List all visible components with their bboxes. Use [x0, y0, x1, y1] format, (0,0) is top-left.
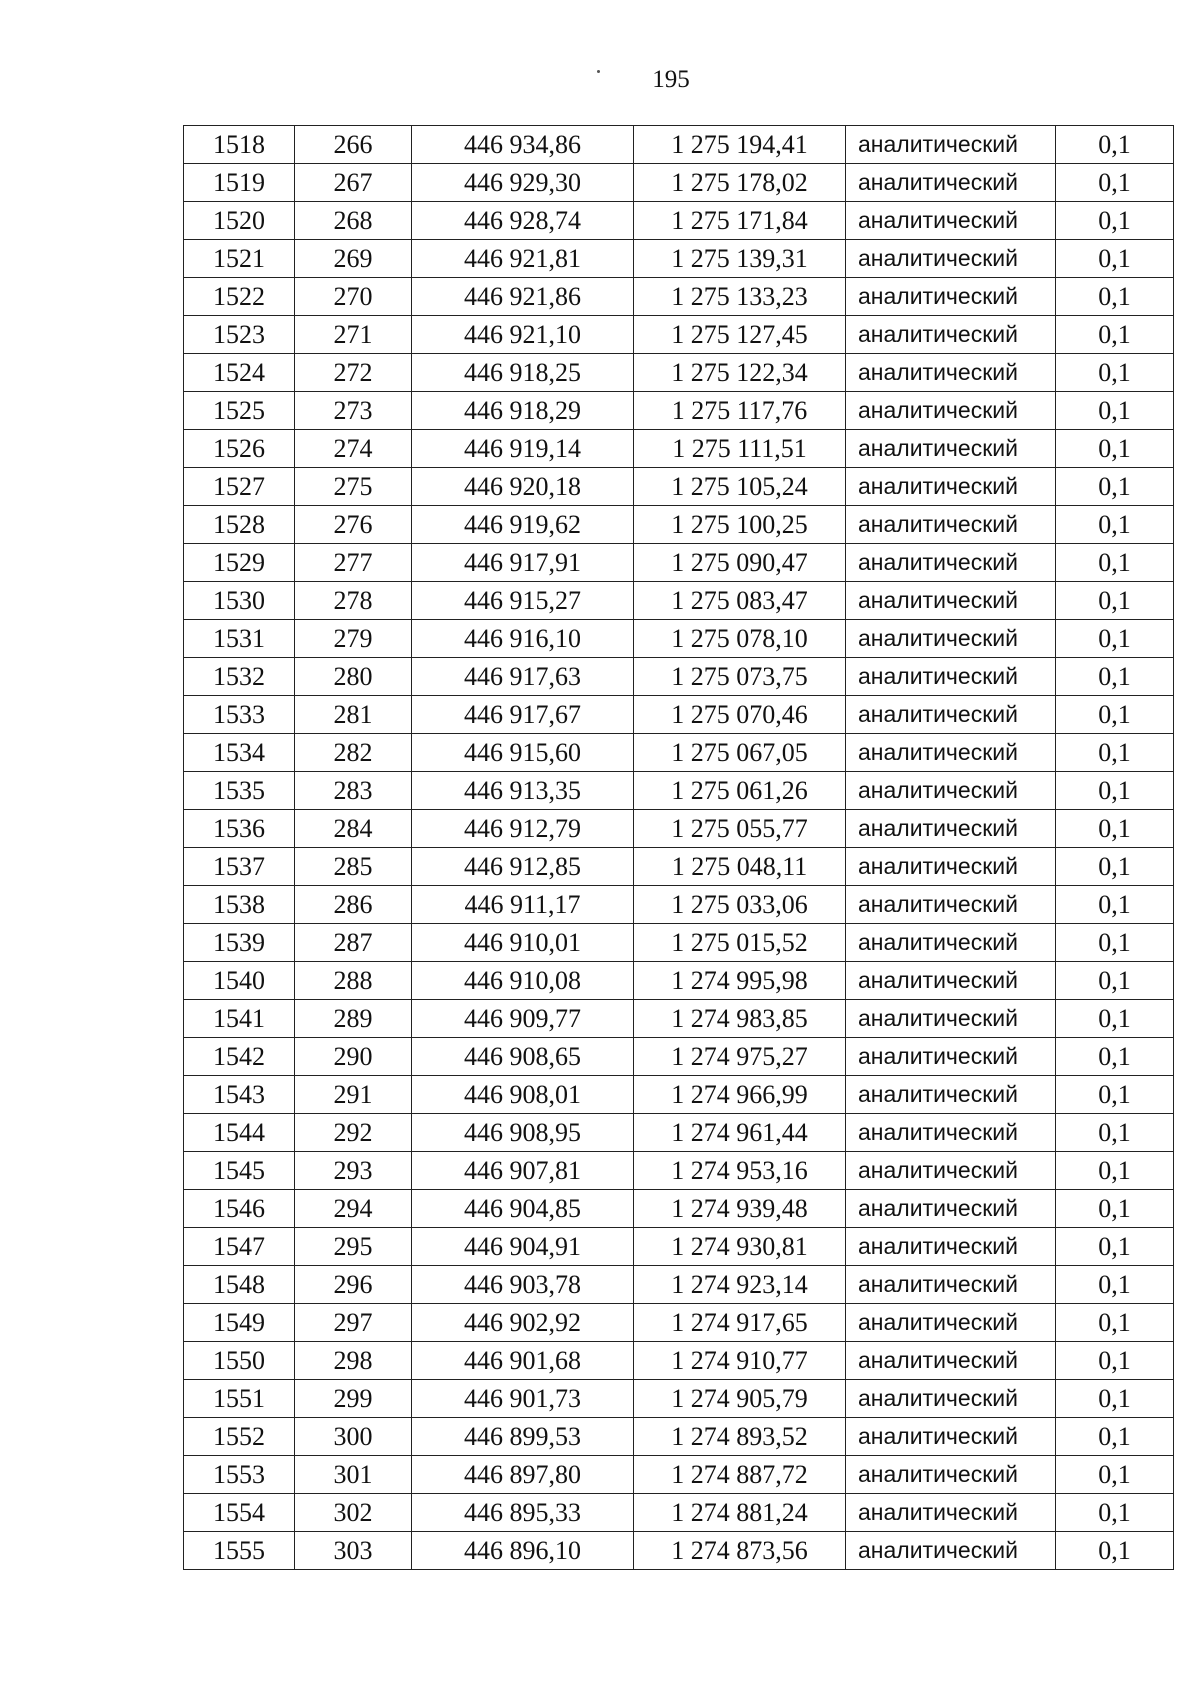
- cell-row-number: 1542: [184, 1038, 295, 1076]
- cell-method: аналитический: [846, 696, 1056, 734]
- table-row: [184, 202, 1174, 240]
- cell-accuracy: 0,1: [1056, 924, 1174, 962]
- cell-y-coordinate: 1 275 067,05: [634, 734, 846, 772]
- cell-method: аналитический: [846, 392, 1056, 430]
- cell-point-number: 282: [295, 734, 412, 772]
- table-row: [184, 468, 1174, 506]
- cell-point-number: 278: [295, 582, 412, 620]
- cell-method: аналитический: [846, 278, 1056, 316]
- cell-method: аналитический: [846, 848, 1056, 886]
- cell-x-coordinate: 446 907,81: [412, 1152, 634, 1190]
- table-row: [184, 1190, 1174, 1228]
- cell-y-coordinate: 1 274 887,72: [634, 1456, 846, 1494]
- cell-y-coordinate: 1 274 917,65: [634, 1304, 846, 1342]
- cell-accuracy: 0,1: [1056, 620, 1174, 658]
- cell-row-number: 1519: [184, 164, 295, 202]
- cell-y-coordinate: 1 275 083,47: [634, 582, 846, 620]
- table-row: [184, 1076, 1174, 1114]
- cell-x-coordinate: 446 915,27: [412, 582, 634, 620]
- cell-method: аналитический: [846, 430, 1056, 468]
- cell-accuracy: 0,1: [1056, 316, 1174, 354]
- cell-method: аналитический: [846, 1190, 1056, 1228]
- cell-x-coordinate: 446 895,33: [412, 1494, 634, 1532]
- cell-row-number: 1535: [184, 772, 295, 810]
- cell-accuracy: 0,1: [1056, 430, 1174, 468]
- cell-y-coordinate: 1 274 905,79: [634, 1380, 846, 1418]
- cell-method: аналитический: [846, 1266, 1056, 1304]
- cell-row-number: 1545: [184, 1152, 295, 1190]
- cell-row-number: 1522: [184, 278, 295, 316]
- cell-point-number: 275: [295, 468, 412, 506]
- cell-row-number: 1520: [184, 202, 295, 240]
- cell-accuracy: 0,1: [1056, 962, 1174, 1000]
- cell-x-coordinate: 446 901,68: [412, 1342, 634, 1380]
- cell-point-number: 285: [295, 848, 412, 886]
- cell-x-coordinate: 446 903,78: [412, 1266, 634, 1304]
- cell-point-number: 271: [295, 316, 412, 354]
- cell-x-coordinate: 446 911,17: [412, 886, 634, 924]
- cell-x-coordinate: 446 910,08: [412, 962, 634, 1000]
- cell-accuracy: 0,1: [1056, 1380, 1174, 1418]
- cell-row-number: 1540: [184, 962, 295, 1000]
- cell-method: аналитический: [846, 1076, 1056, 1114]
- cell-accuracy: 0,1: [1056, 354, 1174, 392]
- cell-accuracy: 0,1: [1056, 886, 1174, 924]
- cell-method: аналитический: [846, 1304, 1056, 1342]
- cell-row-number: 1543: [184, 1076, 295, 1114]
- cell-accuracy: 0,1: [1056, 1494, 1174, 1532]
- cell-x-coordinate: 446 929,30: [412, 164, 634, 202]
- cell-point-number: 269: [295, 240, 412, 278]
- table-row: [184, 582, 1174, 620]
- cell-y-coordinate: 1 274 975,27: [634, 1038, 846, 1076]
- cell-point-number: 291: [295, 1076, 412, 1114]
- cell-x-coordinate: 446 921,86: [412, 278, 634, 316]
- cell-point-number: 292: [295, 1114, 412, 1152]
- table-row: [184, 544, 1174, 582]
- cell-row-number: 1533: [184, 696, 295, 734]
- cell-accuracy: 0,1: [1056, 734, 1174, 772]
- cell-x-coordinate: 446 908,01: [412, 1076, 634, 1114]
- cell-method: аналитический: [846, 1228, 1056, 1266]
- cell-y-coordinate: 1 275 127,45: [634, 316, 846, 354]
- cell-accuracy: 0,1: [1056, 658, 1174, 696]
- table-row: [184, 1532, 1174, 1570]
- cell-x-coordinate: 446 912,85: [412, 848, 634, 886]
- cell-x-coordinate: 446 908,95: [412, 1114, 634, 1152]
- cell-row-number: 1527: [184, 468, 295, 506]
- cell-x-coordinate: 446 919,14: [412, 430, 634, 468]
- table-row: [184, 772, 1174, 810]
- cell-method: аналитический: [846, 316, 1056, 354]
- table-row: [184, 620, 1174, 658]
- cell-point-number: 301: [295, 1456, 412, 1494]
- cell-row-number: 1529: [184, 544, 295, 582]
- table-row: [184, 354, 1174, 392]
- coordinates-table-body: [184, 126, 1174, 1570]
- cell-accuracy: 0,1: [1056, 1076, 1174, 1114]
- cell-method: аналитический: [846, 924, 1056, 962]
- cell-accuracy: 0,1: [1056, 468, 1174, 506]
- cell-row-number: 1518: [184, 126, 295, 164]
- table-row: [184, 1418, 1174, 1456]
- cell-y-coordinate: 1 275 117,76: [634, 392, 846, 430]
- cell-point-number: 283: [295, 772, 412, 810]
- cell-accuracy: 0,1: [1056, 696, 1174, 734]
- cell-x-coordinate: 446 908,65: [412, 1038, 634, 1076]
- cell-accuracy: 0,1: [1056, 1266, 1174, 1304]
- cell-point-number: 297: [295, 1304, 412, 1342]
- cell-method: аналитический: [846, 202, 1056, 240]
- cell-row-number: 1534: [184, 734, 295, 772]
- cell-x-coordinate: 446 902,92: [412, 1304, 634, 1342]
- cell-point-number: 295: [295, 1228, 412, 1266]
- cell-point-number: 280: [295, 658, 412, 696]
- cell-row-number: 1539: [184, 924, 295, 962]
- cell-method: аналитический: [846, 506, 1056, 544]
- cell-y-coordinate: 1 275 090,47: [634, 544, 846, 582]
- cell-point-number: 273: [295, 392, 412, 430]
- cell-y-coordinate: 1 275 171,84: [634, 202, 846, 240]
- cell-row-number: 1530: [184, 582, 295, 620]
- cell-x-coordinate: 446 915,60: [412, 734, 634, 772]
- cell-point-number: 284: [295, 810, 412, 848]
- cell-x-coordinate: 446 921,81: [412, 240, 634, 278]
- cell-row-number: 1524: [184, 354, 295, 392]
- cell-x-coordinate: 446 920,18: [412, 468, 634, 506]
- cell-x-coordinate: 446 918,25: [412, 354, 634, 392]
- table-row: [184, 1380, 1174, 1418]
- cell-y-coordinate: 1 275 015,52: [634, 924, 846, 962]
- cell-accuracy: 0,1: [1056, 1152, 1174, 1190]
- cell-accuracy: 0,1: [1056, 1228, 1174, 1266]
- cell-accuracy: 0,1: [1056, 202, 1174, 240]
- cell-accuracy: 0,1: [1056, 582, 1174, 620]
- cell-y-coordinate: 1 275 055,77: [634, 810, 846, 848]
- table-row: [184, 1152, 1174, 1190]
- cell-x-coordinate: 446 896,10: [412, 1532, 634, 1570]
- cell-point-number: 303: [295, 1532, 412, 1570]
- cell-method: аналитический: [846, 240, 1056, 278]
- cell-y-coordinate: 1 274 910,77: [634, 1342, 846, 1380]
- cell-y-coordinate: 1 275 070,46: [634, 696, 846, 734]
- cell-y-coordinate: 1 275 194,41: [634, 126, 846, 164]
- cell-y-coordinate: 1 274 961,44: [634, 1114, 846, 1152]
- table-row: [184, 392, 1174, 430]
- cell-accuracy: 0,1: [1056, 1000, 1174, 1038]
- cell-y-coordinate: 1 274 873,56: [634, 1532, 846, 1570]
- cell-point-number: 270: [295, 278, 412, 316]
- cell-y-coordinate: 1 274 939,48: [634, 1190, 846, 1228]
- table-row: [184, 1456, 1174, 1494]
- cell-x-coordinate: 446 928,74: [412, 202, 634, 240]
- cell-x-coordinate: 446 904,91: [412, 1228, 634, 1266]
- cell-row-number: 1553: [184, 1456, 295, 1494]
- cell-x-coordinate: 446 917,67: [412, 696, 634, 734]
- cell-point-number: 294: [295, 1190, 412, 1228]
- cell-accuracy: 0,1: [1056, 1532, 1174, 1570]
- cell-point-number: 268: [295, 202, 412, 240]
- cell-x-coordinate: 446 919,62: [412, 506, 634, 544]
- cell-accuracy: 0,1: [1056, 1342, 1174, 1380]
- cell-row-number: 1550: [184, 1342, 295, 1380]
- cell-accuracy: 0,1: [1056, 772, 1174, 810]
- cell-method: аналитический: [846, 354, 1056, 392]
- cell-method: аналитический: [846, 962, 1056, 1000]
- table-row: [184, 1114, 1174, 1152]
- cell-x-coordinate: 446 913,35: [412, 772, 634, 810]
- cell-accuracy: 0,1: [1056, 392, 1174, 430]
- cell-point-number: 267: [295, 164, 412, 202]
- cell-point-number: 274: [295, 430, 412, 468]
- cell-row-number: 1528: [184, 506, 295, 544]
- cell-x-coordinate: 446 909,77: [412, 1000, 634, 1038]
- cell-x-coordinate: 446 934,86: [412, 126, 634, 164]
- cell-row-number: 1521: [184, 240, 295, 278]
- cell-x-coordinate: 446 916,10: [412, 620, 634, 658]
- cell-method: аналитический: [846, 1380, 1056, 1418]
- cell-y-coordinate: 1 275 061,26: [634, 772, 846, 810]
- cell-y-coordinate: 1 275 078,10: [634, 620, 846, 658]
- cell-point-number: 277: [295, 544, 412, 582]
- cell-y-coordinate: 1 275 048,11: [634, 848, 846, 886]
- cell-row-number: 1537: [184, 848, 295, 886]
- cell-accuracy: 0,1: [1056, 544, 1174, 582]
- cell-method: аналитический: [846, 1418, 1056, 1456]
- cell-point-number: 290: [295, 1038, 412, 1076]
- cell-method: аналитический: [846, 468, 1056, 506]
- cell-row-number: 1546: [184, 1190, 295, 1228]
- cell-method: аналитический: [846, 1342, 1056, 1380]
- cell-method: аналитический: [846, 1152, 1056, 1190]
- cell-row-number: 1532: [184, 658, 295, 696]
- cell-point-number: 287: [295, 924, 412, 962]
- cell-x-coordinate: 446 904,85: [412, 1190, 634, 1228]
- table-row: [184, 506, 1174, 544]
- cell-x-coordinate: 446 899,53: [412, 1418, 634, 1456]
- cell-y-coordinate: 1 275 178,02: [634, 164, 846, 202]
- cell-point-number: 279: [295, 620, 412, 658]
- cell-method: аналитический: [846, 772, 1056, 810]
- cell-row-number: 1536: [184, 810, 295, 848]
- cell-method: аналитический: [846, 582, 1056, 620]
- cell-x-coordinate: 446 912,79: [412, 810, 634, 848]
- cell-point-number: 298: [295, 1342, 412, 1380]
- cell-method: аналитический: [846, 658, 1056, 696]
- table-row: [184, 1266, 1174, 1304]
- table-row: [184, 164, 1174, 202]
- cell-row-number: 1548: [184, 1266, 295, 1304]
- cell-point-number: 293: [295, 1152, 412, 1190]
- cell-row-number: 1551: [184, 1380, 295, 1418]
- cell-method: аналитический: [846, 1456, 1056, 1494]
- cell-y-coordinate: 1 274 923,14: [634, 1266, 846, 1304]
- cell-x-coordinate: 446 918,29: [412, 392, 634, 430]
- cell-row-number: 1549: [184, 1304, 295, 1342]
- table-row: [184, 316, 1174, 354]
- cell-y-coordinate: 1 274 930,81: [634, 1228, 846, 1266]
- cell-y-coordinate: 1 275 105,24: [634, 468, 846, 506]
- cell-point-number: 266: [295, 126, 412, 164]
- cell-point-number: 272: [295, 354, 412, 392]
- cell-x-coordinate: 446 897,80: [412, 1456, 634, 1494]
- cell-point-number: 288: [295, 962, 412, 1000]
- cell-accuracy: 0,1: [1056, 1304, 1174, 1342]
- cell-y-coordinate: 1 275 133,23: [634, 278, 846, 316]
- cell-accuracy: 0,1: [1056, 1190, 1174, 1228]
- cell-method: аналитический: [846, 544, 1056, 582]
- table-row: [184, 886, 1174, 924]
- cell-row-number: 1523: [184, 316, 295, 354]
- table-row: [184, 1228, 1174, 1266]
- cell-accuracy: 0,1: [1056, 164, 1174, 202]
- cell-x-coordinate: 446 910,01: [412, 924, 634, 962]
- cell-method: аналитический: [846, 1038, 1056, 1076]
- table-row: [184, 810, 1174, 848]
- cell-point-number: 299: [295, 1380, 412, 1418]
- cell-method: аналитический: [846, 734, 1056, 772]
- table-row: [184, 430, 1174, 468]
- cell-accuracy: 0,1: [1056, 278, 1174, 316]
- cell-point-number: 289: [295, 1000, 412, 1038]
- table-row: [184, 1304, 1174, 1342]
- cell-method: аналитический: [846, 886, 1056, 924]
- cell-point-number: 302: [295, 1494, 412, 1532]
- cell-row-number: 1538: [184, 886, 295, 924]
- cell-y-coordinate: 1 274 893,52: [634, 1418, 846, 1456]
- cell-accuracy: 0,1: [1056, 1038, 1174, 1076]
- cell-accuracy: 0,1: [1056, 240, 1174, 278]
- cell-y-coordinate: 1 274 953,16: [634, 1152, 846, 1190]
- cell-method: аналитический: [846, 164, 1056, 202]
- cell-method: аналитический: [846, 810, 1056, 848]
- coordinates-table: [183, 125, 1174, 1570]
- cell-y-coordinate: 1 274 983,85: [634, 1000, 846, 1038]
- cell-point-number: 276: [295, 506, 412, 544]
- table-row: [184, 658, 1174, 696]
- cell-row-number: 1547: [184, 1228, 295, 1266]
- cell-y-coordinate: 1 274 881,24: [634, 1494, 846, 1532]
- cell-accuracy: 0,1: [1056, 810, 1174, 848]
- cell-y-coordinate: 1 275 111,51: [634, 430, 846, 468]
- table-row: [184, 126, 1174, 164]
- cell-row-number: 1554: [184, 1494, 295, 1532]
- cell-row-number: 1531: [184, 620, 295, 658]
- cell-accuracy: 0,1: [1056, 1418, 1174, 1456]
- cell-y-coordinate: 1 275 033,06: [634, 886, 846, 924]
- table-row: [184, 1494, 1174, 1532]
- cell-accuracy: 0,1: [1056, 848, 1174, 886]
- table-row: [184, 240, 1174, 278]
- cell-accuracy: 0,1: [1056, 1114, 1174, 1152]
- cell-method: аналитический: [846, 620, 1056, 658]
- cell-row-number: 1541: [184, 1000, 295, 1038]
- cell-method: аналитический: [846, 1494, 1056, 1532]
- cell-method: аналитический: [846, 126, 1056, 164]
- table-row: [184, 1342, 1174, 1380]
- cell-x-coordinate: 446 917,91: [412, 544, 634, 582]
- cell-accuracy: 0,1: [1056, 506, 1174, 544]
- table-row: [184, 924, 1174, 962]
- table-row: [184, 962, 1174, 1000]
- cell-y-coordinate: 1 274 995,98: [634, 962, 846, 1000]
- cell-method: аналитический: [846, 1000, 1056, 1038]
- cell-accuracy: 0,1: [1056, 1456, 1174, 1494]
- cell-y-coordinate: 1 275 122,34: [634, 354, 846, 392]
- cell-accuracy: 0,1: [1056, 126, 1174, 164]
- cell-y-coordinate: 1 275 073,75: [634, 658, 846, 696]
- page-number: 195: [652, 66, 690, 93]
- cell-row-number: 1525: [184, 392, 295, 430]
- cell-y-coordinate: 1 274 966,99: [634, 1076, 846, 1114]
- cell-point-number: 286: [295, 886, 412, 924]
- cell-method: аналитический: [846, 1532, 1056, 1570]
- table-row: [184, 278, 1174, 316]
- cell-point-number: 281: [295, 696, 412, 734]
- table-row: [184, 848, 1174, 886]
- cell-x-coordinate: 446 901,73: [412, 1380, 634, 1418]
- cell-row-number: 1526: [184, 430, 295, 468]
- cell-y-coordinate: 1 275 139,31: [634, 240, 846, 278]
- table-row: [184, 1038, 1174, 1076]
- cell-method: аналитический: [846, 1114, 1056, 1152]
- cell-y-coordinate: 1 275 100,25: [634, 506, 846, 544]
- cell-row-number: 1544: [184, 1114, 295, 1152]
- cell-x-coordinate: 446 921,10: [412, 316, 634, 354]
- cell-point-number: 300: [295, 1418, 412, 1456]
- cell-x-coordinate: 446 917,63: [412, 658, 634, 696]
- cell-row-number: 1552: [184, 1418, 295, 1456]
- table-row: [184, 1000, 1174, 1038]
- table-row: [184, 696, 1174, 734]
- cell-row-number: 1555: [184, 1532, 295, 1570]
- table-row: [184, 734, 1174, 772]
- cell-point-number: 296: [295, 1266, 412, 1304]
